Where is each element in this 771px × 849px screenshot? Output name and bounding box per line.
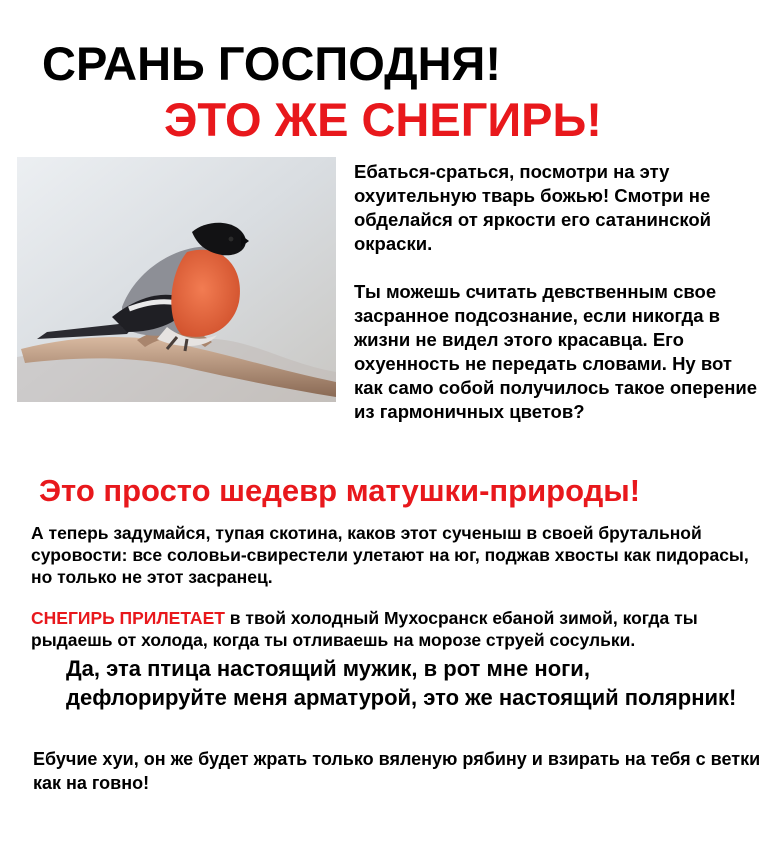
- paragraph-5: Ебучие хуи, он же будет жрать только вяленую рябину и взирать на тебя с ветки как на говно!: [33, 749, 761, 793]
- paragraph-4-highlight: СНЕГИРЬ ПРИЛЕТАЕТ: [31, 608, 225, 628]
- big-text: Да, эта птица настоящий мужик, в рот мне ноги, дефлорируйте меня арматурой, это же настоящий полярник!: [66, 656, 737, 710]
- side-paragraph-2: Ты можешь считать девственным свое засранное подсознание, если никогда в жизни не видел этого красавца. Его охуенность не передать словами. Ну вот как само собой получилось такое оперение из гармоничных цветов?: [354, 281, 758, 422]
- title-line-2: ЭТО ЖЕ СНЕГИРЬ!: [164, 93, 602, 146]
- title-line-1: СРАНЬ ГОСПОДНЯ!: [42, 37, 501, 90]
- paragraph-3: А теперь задумайся, тупая скотина, каков этот сученыш в своей брутальной суровости: все соловьи-свирестели улетают на юг, поджав хвосты как пидорасы, но только не этот засранец.: [31, 523, 749, 587]
- side-paragraph-1: Ебаться-сраться, посмотри на эту охуительную тварь божью! Смотри не обделайся от яркости его сатанинской окраски.: [354, 161, 712, 254]
- headline: Это просто шедевр матушки-природы!: [39, 473, 641, 508]
- paragraph-4-rest: в твой холодный Мухосранск ебаной зимой, когда ты рыдаешь от холода, когда ты отливаешь на морозе струей сосульки.: [31, 608, 698, 650]
- bullfinch-photo: [17, 157, 336, 402]
- paragraph-4: [31, 607, 766, 651]
- side-text: [354, 160, 764, 424]
